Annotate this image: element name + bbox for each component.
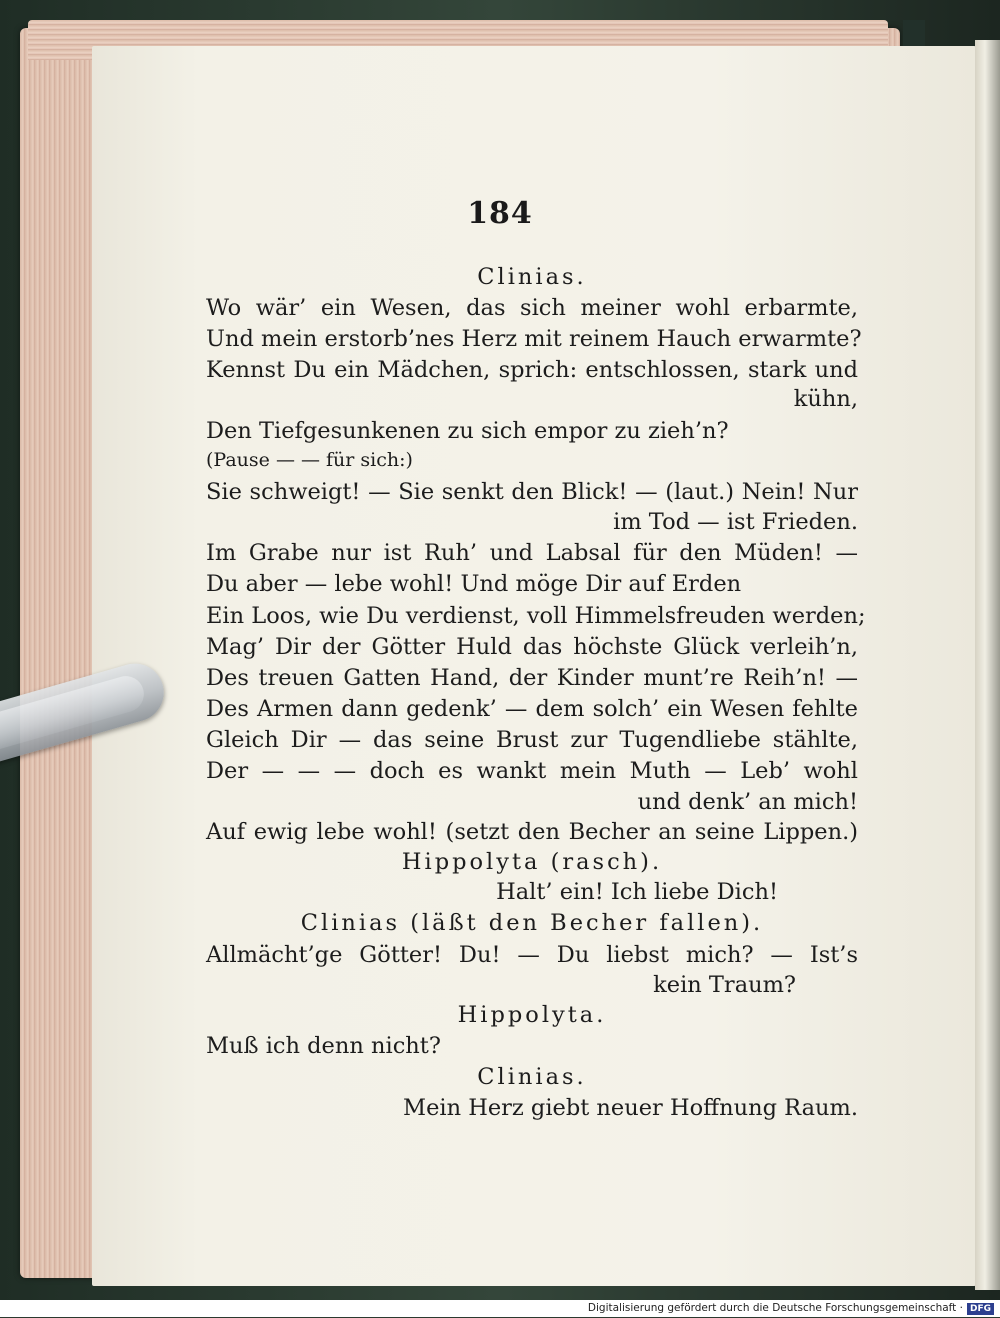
verse-line: im Tod — ist Frieden. xyxy=(613,509,858,535)
verse-line: Des Armen dann gedenk’ — dem solch’ ein Wesen fehlte xyxy=(206,696,858,722)
verse-line: kein Traum? xyxy=(653,972,796,998)
speaker-heading: Clinias. xyxy=(477,264,587,290)
verse-line: und denk’ an mich! xyxy=(637,789,858,815)
verse-line: Auf ewig lebe wohl! (setzt den Becher an seine Lippen.) xyxy=(206,819,858,845)
speaker-heading: Clinias (läßt den Becher fallen). xyxy=(300,910,764,936)
verse-line: Des treuen Gatten Hand, der Kinder munt’re Reih’n! — xyxy=(206,665,858,691)
page-number: 184 xyxy=(467,196,533,231)
verse-line: Mein Herz giebt neuer Hoffnung Raum. xyxy=(403,1095,858,1121)
dfg-logo: DFG xyxy=(967,1303,994,1315)
verse-line: Mag’ Dir der Götter Huld das höchste Glück verleih’n, xyxy=(206,634,858,660)
verse-line: Allmächt’ge Götter! Du! — Du liebst mich? — Ist’s xyxy=(206,942,858,968)
verse-line: Halt’ ein! Ich liebe Dich! xyxy=(496,879,778,905)
verse-line: Wo wär’ ein Wesen, das sich meiner wohl erbarmte, xyxy=(206,295,858,321)
verse-line: Und mein erstorb’nes Herz mit reinem Hauch erwarmte? xyxy=(206,326,862,352)
speaker-heading: Hippolyta (rasch). xyxy=(401,849,663,875)
verse-line: Muß ich denn nicht? xyxy=(206,1033,441,1059)
verse-line: Kennst Du ein Mädchen, sprich: entschlossen, stark und xyxy=(206,357,858,383)
verse-line: Der — — — doch es wankt mein Muth — Leb’ wohl xyxy=(206,758,858,784)
verse-line: Du aber — lebe wohl! Und möge Dir auf Erden xyxy=(206,571,742,597)
digitization-footer xyxy=(0,1300,1000,1317)
verse-line: Gleich Dir — das seine Brust zur Tugendliebe stählte, xyxy=(206,727,858,753)
speaker-heading: Clinias. xyxy=(477,1064,587,1090)
verse-line: Sie schweigt! — Sie senkt den Blick! — (laut.) Nein! Nur xyxy=(206,479,858,505)
footer-credit: Digitalisierung gefördert durch die Deutsche Forschungsgemeinschaft · xyxy=(587,1302,963,1314)
verse-line: Den Tiefgesunkenen zu sich empor zu zieh’n? xyxy=(206,418,729,444)
speaker-heading: Hippolyta. xyxy=(457,1002,607,1028)
verse-line: Im Grabe nur ist Ruh’ und Labsal für den Müden! — xyxy=(206,540,858,566)
stage-direction: (Pause — — für sich:) xyxy=(206,449,413,471)
verse-line: kühn, xyxy=(793,386,858,412)
verse-line: Ein Loos, wie Du verdienst, voll Himmelsfreuden werden; xyxy=(206,603,866,629)
